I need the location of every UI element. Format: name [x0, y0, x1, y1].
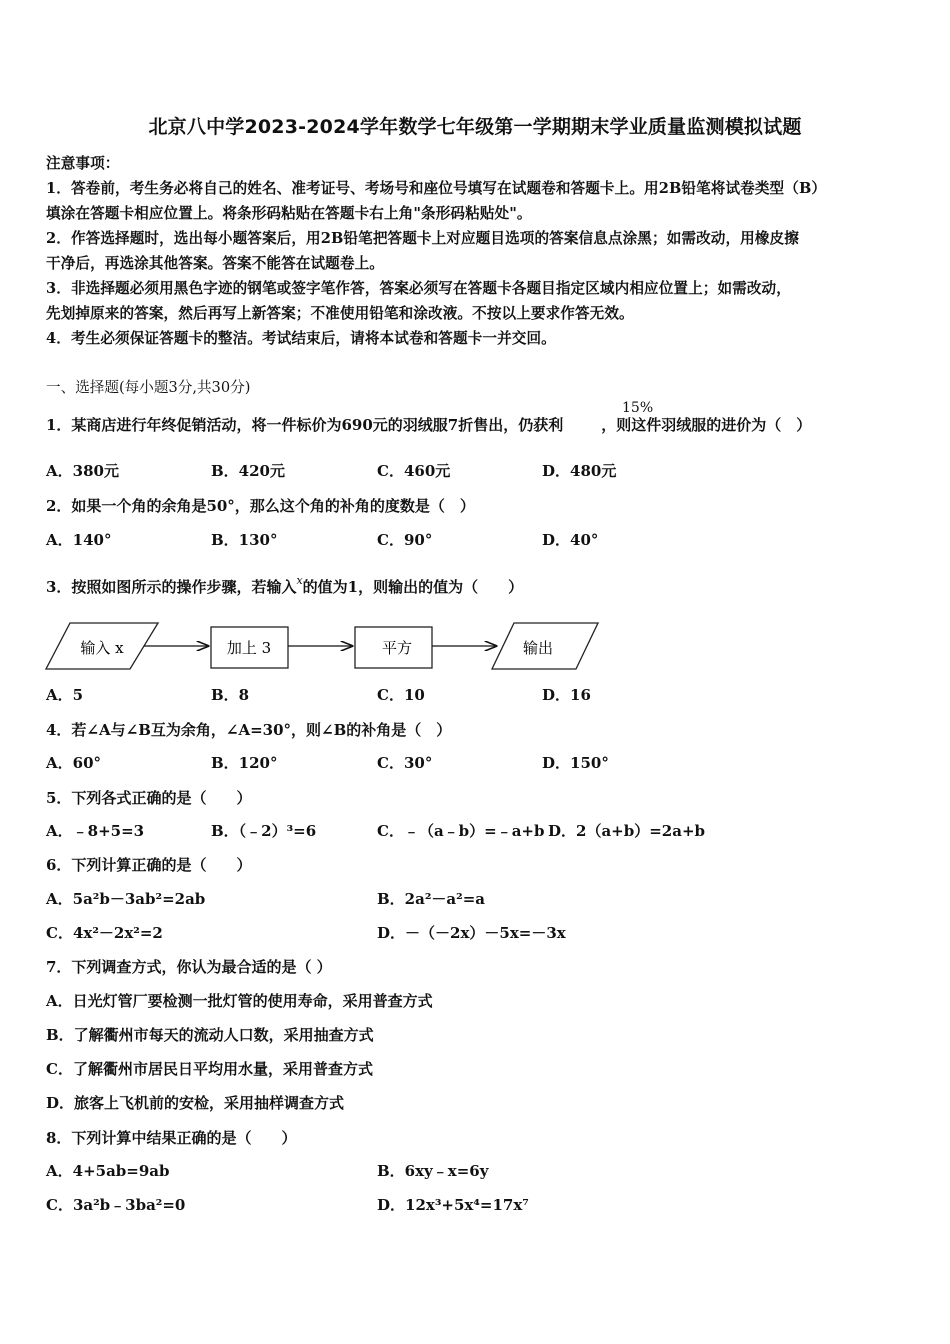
- q6-option-a[interactable]: A．5a²b－3ab²=2ab: [46, 890, 206, 908]
- q3-option-a[interactable]: A．5: [46, 686, 84, 704]
- q3-variable: x: [296, 574, 303, 587]
- q1-option-d[interactable]: D．480元: [542, 462, 617, 480]
- q5-option-a[interactable]: A．﹣8+5=3: [46, 822, 145, 840]
- q2-option-a[interactable]: A．140°: [46, 531, 112, 549]
- q5-stem: 5．下列各式正确的是（ ）: [46, 789, 252, 807]
- q5-option-d[interactable]: D．2（a+b）=2a+b: [548, 822, 706, 840]
- q8-option-b[interactable]: B．6xy﹣x=6y: [377, 1162, 489, 1180]
- exam-title: 北京八中学2023-2024学年数学七年级第一学期期末学业质量监测模拟试题: [148, 116, 802, 138]
- q1-stem: [46, 414, 811, 435]
- q6-stem: 6．下列计算正确的是（ ）: [46, 856, 252, 874]
- notice-line-3: 2．作答选择题时，选出每小题答案后，用2B铅笔把答题卡上对应题目选项的答案信息点涂黑；如需改动，用橡皮擦: [46, 230, 799, 247]
- q1-stem-b: ，则这件羽绒服的进价为（ ）: [601, 416, 812, 434]
- q1-option-b[interactable]: B．420元: [211, 462, 285, 480]
- flow-input-label: 输入 x: [80, 639, 124, 657]
- q8-stem: 8．下列计算中结果正确的是（ ）: [46, 1129, 297, 1147]
- q4-option-c[interactable]: C．30°: [377, 754, 433, 772]
- q5-option-b[interactable]: B．（﹣2）³=6: [211, 822, 317, 840]
- q2-option-d[interactable]: D．40°: [542, 531, 599, 549]
- notice-line-1: 1．答卷前，考生务必将自己的姓名、准考证号、考场号和座位号填写在试题卷和答题卡上。用2B铅笔将试卷类型（B）: [46, 180, 827, 197]
- q5-option-c[interactable]: C．﹣（a﹣b）=﹣a+b: [377, 822, 545, 840]
- q2-option-b[interactable]: B．130°: [211, 531, 278, 549]
- flow-step1-label: 加上 3: [226, 639, 272, 657]
- q6-option-b[interactable]: B．2a²－a²=a: [377, 890, 485, 908]
- notice-line-6: 先划掉原来的答案，然后再写上新答案；不准使用铅笔和涂改液。不按以上要求作答无效。: [46, 305, 634, 322]
- q3-stem: [46, 576, 523, 597]
- q1-option-a[interactable]: A．380元: [46, 462, 119, 480]
- notice-line-7: 4．考生必须保证答题卡的整洁。考试结束后，请将本试卷和答题卡一并交回。: [46, 330, 556, 347]
- notice-line-2: 填涂在答题卡相应位置上。将条形码粘贴在答题卡右上角"条形码粘贴处"。: [46, 205, 532, 222]
- q1-option-c[interactable]: C．460元: [377, 462, 451, 480]
- q4-option-a[interactable]: A．60°: [46, 754, 102, 772]
- q6-option-c[interactable]: C．4x²－2x²=2: [46, 924, 163, 942]
- notice-line-5: 3．非选择题必须用黑色字迹的钢笔或签字笔作答，答案必须写在答题卡各题目指定区域内相应位置上；如需改动，: [46, 280, 791, 297]
- notice-line-4: 干净后，再选涂其他答案。答案不能答在试题卷上。: [46, 255, 384, 272]
- notice-heading: 注意事项：: [46, 155, 120, 172]
- q4-option-d[interactable]: D．150°: [542, 754, 609, 772]
- q8-option-c[interactable]: C．3a²b﹣3ba²=0: [46, 1196, 186, 1214]
- q7-option-a[interactable]: A．日光灯管厂要检测一批灯管的使用寿命，采用普查方式: [46, 992, 433, 1010]
- q3-option-b[interactable]: B．8: [211, 686, 250, 704]
- q1-stem-a: 1．某商店进行年终促销活动，将一件标价为690元的羽绒服7折售出，仍获利: [46, 416, 564, 434]
- q3-option-d[interactable]: D．16: [542, 686, 591, 704]
- section-heading: 一、选择题(每小题3分,共30分): [46, 379, 251, 396]
- q1-percent: 15%: [622, 400, 654, 416]
- q3-stem-a: 3．按照如图所示的操作步骤，若输入: [46, 578, 297, 596]
- q7-option-d[interactable]: D．旅客上飞机前的安检，采用抽样调查方式: [46, 1094, 345, 1112]
- q8-option-a[interactable]: A．4+5ab=9ab: [46, 1162, 170, 1180]
- flow-output-label: 输出: [522, 639, 554, 657]
- q3-option-c[interactable]: C．10: [377, 686, 425, 704]
- flow-step2-label: 平方: [381, 639, 413, 657]
- q3-stem-b: 的值为1，则输出的值为（ ）: [302, 578, 524, 596]
- q6-option-d[interactable]: D．－（－2x）－5x=－3x: [377, 924, 566, 942]
- q2-option-c[interactable]: C．90°: [377, 531, 433, 549]
- q7-option-b[interactable]: B．了解衢州市每天的流动人口数，采用抽查方式: [46, 1026, 374, 1044]
- q7-option-c[interactable]: C．了解衢州市居民日平均用水量，采用普查方式: [46, 1060, 373, 1078]
- q2-stem: 2．如果一个角的余角是50°，那么这个角的补角的度数是（ ）: [46, 497, 475, 515]
- q3-flowchart: [40, 615, 610, 677]
- q4-stem: 4．若∠A与∠B互为余角，∠A=30°，则∠B的补角是（ ）: [46, 721, 452, 739]
- q7-stem: 7．下列调查方式，你认为最合适的是（ ）: [46, 958, 332, 976]
- q8-option-d[interactable]: D．12x³+5x⁴=17x⁷: [377, 1196, 529, 1214]
- q4-option-b[interactable]: B．120°: [211, 754, 278, 772]
